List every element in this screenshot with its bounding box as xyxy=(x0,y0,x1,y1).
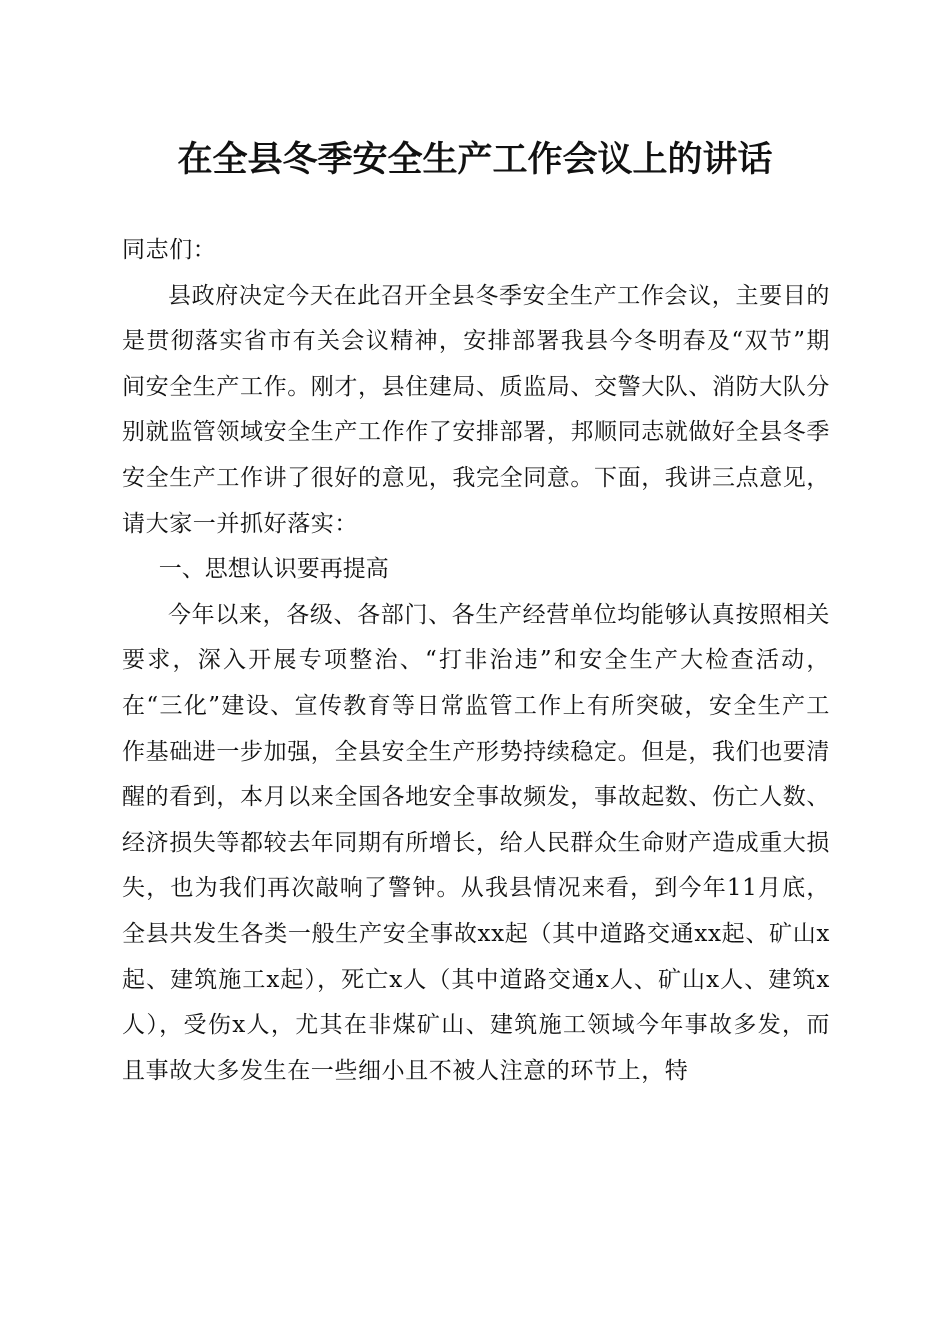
document-title: 在全县冬季安全生产工作会议上的讲话 xyxy=(177,139,773,180)
document-body xyxy=(122,228,830,1094)
section-heading-1: 一、思想认识要再提高 xyxy=(158,556,389,583)
section-1-paragraph: 今年以来，各级、各部门、各生产经营单位均能够认真按照相关要求，深入开展专项整治、“打非治违”和安全生产大检查活动，在“三化”建设、宣传教育等日常监管工作上有所突破，安全生产工作基础进一步加强，全县安全生产形势持续稳定。但是，我们也要清醒的看到，本月以来全国各地安全事故频发，事故起数、伤亡人数、经济损失等都较去年同期有所增长，给人民群众生命财产造成重大损失，也为我们再次敲响了警钟。从我县情况来看，到今年11月底，全县共发生各类一般生产安全事故xx起（其中道路交通xx起、矿山x起、建筑施工x起），死亡x人（其中道路交通x人、矿山x人、建筑x人），受伤x人，尤其在非煤矿山、建筑施工领域今年事故多发，而且事故大多发生在一些细小且不被人注意的环节上，特 xyxy=(122,601,830,1084)
greeting: 同志们： xyxy=(122,237,217,263)
intro-paragraph: 县政府决定今天在此召开全县冬季安全生产工作会议，主要目的是贯彻落实省市有关会议精神，安排部署我县今冬明春及“双节”期间安全生产工作。刚才，县住建局、质监局、交警大队、消防大队分别就监管领域安全生产工作作了安排部署，邦顺同志就做好全县冬季安全生产工作讲了很好的意见，我完全同意。下面，我讲三点意见，请大家一并抓好落实： xyxy=(122,282,830,537)
